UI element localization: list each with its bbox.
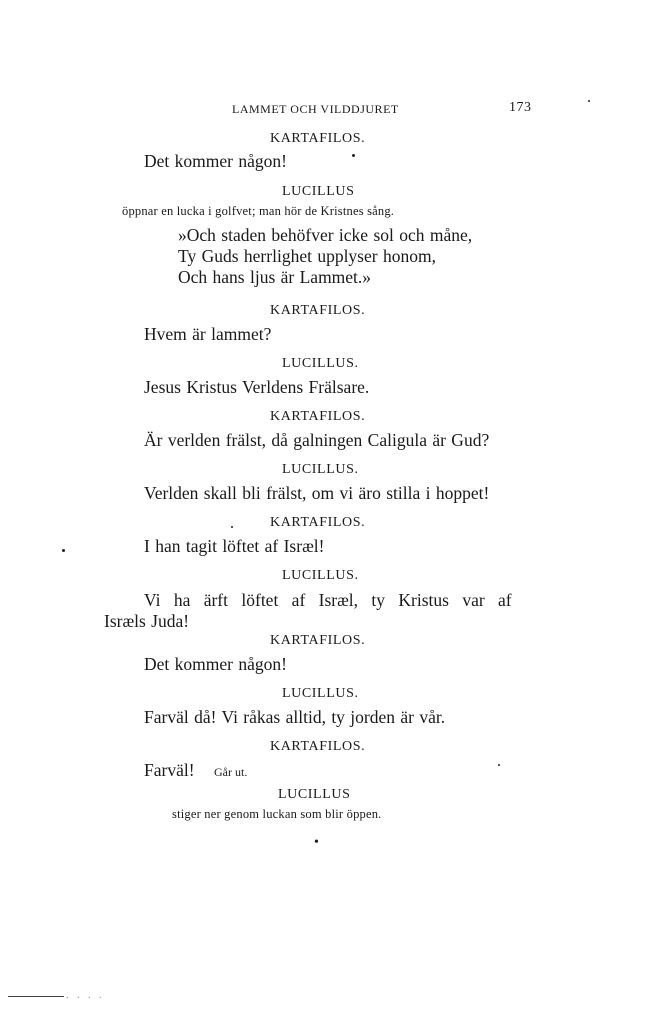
speaker-lucillus: LUCILLUS.	[282, 568, 359, 583]
dialogue-line: Hvem är lammet?	[144, 324, 272, 344]
speaker-lucillus: LUCILLUS.	[282, 686, 359, 701]
stage-direction: stiger ner genom luckan som blir öppen.	[172, 807, 382, 821]
dialogue-line: I han tagit löftet af Isræl!	[144, 536, 325, 556]
speaker-lucillus: LUCILLUS.	[282, 356, 359, 371]
print-speck	[588, 100, 590, 102]
dialogue-line: Jesus Kristus Verldens Frälsare.	[144, 377, 370, 397]
speaker-kartafilos: KARTAFILOS.	[270, 515, 366, 530]
song-line: »Och staden behöfver icke sol och måne,	[178, 225, 473, 245]
page-number: 173	[509, 100, 532, 115]
stage-direction: Går ut.	[214, 765, 248, 779]
speaker-lucillus: LUCILLUS	[282, 184, 355, 199]
dialogue-line: Det kommer någon!	[144, 151, 287, 171]
speaker-kartafilos: KARTAFILOS.	[270, 633, 366, 648]
dialogue-line: Det kommer någon!	[144, 654, 287, 674]
dialogue-line: Är verlden frälst, då galningen Caligula är Gud?	[144, 430, 490, 450]
bottom-dots: . . . .	[66, 990, 105, 1001]
bottom-rule	[8, 996, 64, 997]
speaker-lucillus: LUCILLUS.	[282, 462, 359, 477]
speaker-kartafilos: KARTAFILOS.	[270, 131, 366, 146]
speaker-lucillus: LUCILLUS	[278, 787, 351, 802]
print-speck	[231, 526, 233, 528]
speaker-kartafilos: KARTAFILOS.	[270, 303, 366, 318]
dialogue-line: Farväl!	[144, 760, 195, 780]
song-line: Ty Guds herrlighet upplyser honom,	[178, 246, 436, 266]
dialogue-line: Verlden skall bli frälst, om vi äro stilla i hoppet!	[144, 483, 490, 503]
running-title: LAMMET OCH VILDDJURET	[232, 102, 399, 116]
song-line: Och hans ljus är Lammet.»	[178, 267, 372, 287]
dialogue-line: Farväl då! Vi råkas alltid, ty jorden är vår.	[144, 707, 446, 727]
dialogue-line: Vi ha ärft löftet af Isræl, ty Kristus var af	[144, 590, 512, 610]
print-speck	[498, 764, 500, 766]
print-speck	[62, 549, 65, 552]
stage-direction: öppnar en lucka i golfvet; man hör de Kristnes sång.	[122, 204, 395, 218]
speaker-kartafilos: KARTAFILOS.	[270, 739, 366, 754]
speaker-kartafilos: KARTAFILOS.	[270, 409, 366, 424]
print-speck	[352, 154, 355, 157]
dialogue-line: Isræls Juda!	[104, 611, 190, 631]
end-ornament: •	[314, 835, 319, 850]
